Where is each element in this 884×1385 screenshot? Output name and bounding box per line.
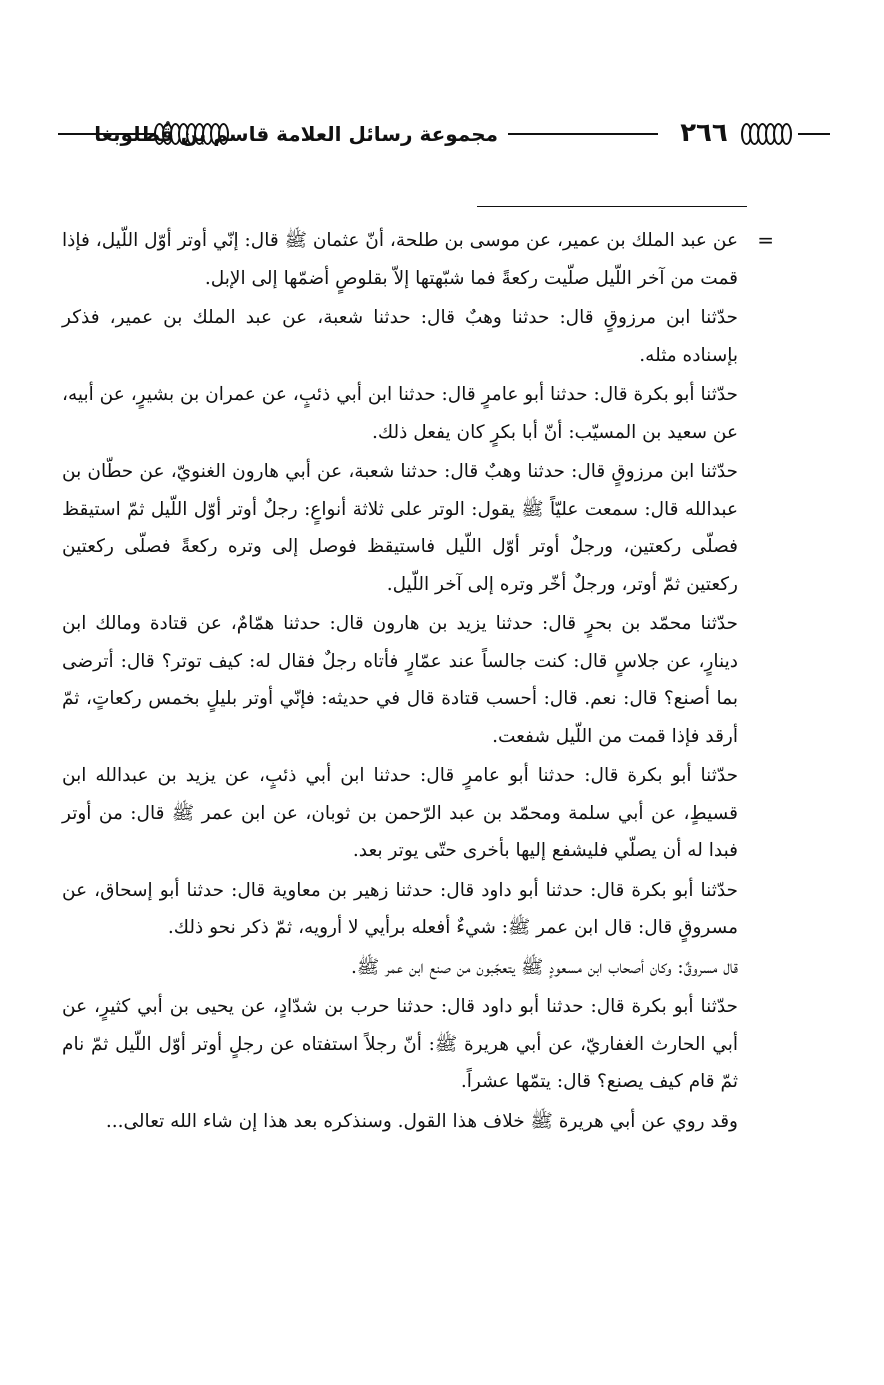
footnote-paragraph: قال مسروقٌ: وكان أصحاب ابن مسعودٍ ﷺ يتعجّبون من صنع ابن عمر ﷺ.: [350, 956, 738, 978]
header-ornament-right-icon: [744, 120, 792, 148]
footnote-paragraph: حدّثنا أبو بكرة قال: حدثنا أبو داود قال: حدثنا حرب بن شدّادٍ، عن يحيى بن أبي كثيرٍ، عن أبي الحارث الغفاريّ، عن أبي هريرة ﷺ: أنّ رجلاً استفتاه عن رجلٍ أوتر أوّل اللّيل ثمّ نام ثمّ قام كيف يصنع؟ قال: يتمّها عشراً.: [62, 996, 738, 1092]
footnote-separator: [477, 206, 747, 207]
footnote-paragraph: حدّثنا ابن مرزوقٍ قال: حدثنا وهبٌ قال: حدثنا شعبة، عن عبد الملك بن عمير، فذكر بإسناده مثله.: [62, 307, 738, 366]
running-header: [58, 112, 830, 156]
page-number: ٢٦٦: [680, 118, 728, 148]
continuation-mark: =: [757, 228, 774, 252]
footnote-paragraph: حدّثنا أبو بكرة قال: حدثنا أبو عامرٍ قال: حدثنا ابن أبي ذئبٍ، عن يزيد بن عبدالله ابن قسيطٍ، عن أبي سلمة ومحمّد بن عبد الرّحمن بن ثوبان، عن ابن عمر ﷺ قال: من أوتر فبدا له أن يصلّي فليشفع إليها بأخرى حتّى يوتر بعد.: [62, 765, 738, 861]
footnote-body: [62, 222, 774, 1142]
footnote-paragraph: حدّثنا ابن مرزوقٍ قال: حدثنا وهبٌ قال: حدثنا شعبة، عن أبي هارون الغنويّ، عن حطّان بن عبدالله قال: سمعت عليّاً ﷺ يقول: الوتر على ثلاثة أنواعٍ: رجلٌ أوتر أوّل اللّيل ثمّ استيقظ فصلّى ركعتين، ورجلٌ أوتر أوّل اللّيل فاستيقظ فوصل إلى وتره ركعةً فصلّى ركعتين ركعتين ثمّ أوتر، ورجلٌ أخّر وتره إلى آخر اللّيل.: [62, 461, 738, 595]
header-rule-middle: [508, 133, 658, 135]
footnote-paragraph: حدّثنا محمّد بن بحرٍ قال: حدثنا يزيد بن هارون قال: حدثنا همّامٌ، عن قتادة ومالك ابن دينارٍ، عن جلاسٍ قال: كنت جالساً عند عمّارٍ فأتاه رجلٌ فقال له: كيف توتر؟ قال: أترضى بما أصنع؟ قال: نعم. قال: أحسب قتادة قال في حديثه: فإنّي أوتر بليلٍ بخمس ركعاتٍ، ثمّ أرقد فإذا قمت من اللّيل شفعت.: [62, 613, 738, 747]
footnote-paragraph: حدّثنا أبو بكرة قال: حدثنا أبو عامرٍ قال: حدثنا ابن أبي ذئبٍ، عن عمران بن بشيرٍ، عن أبيه، عن سعيد بن المسيّب: أنّ أبا بكرٍ كان يفعل ذلك.: [62, 384, 738, 443]
footnote-paragraph: وقد روي عن أبي هريرة ﷺ خلاف هذا القول. وسنذكره بعد هذا إن شاء الله تعالى...: [105, 1110, 738, 1132]
header-rule-right: [798, 133, 830, 135]
footnote-paragraph: حدّثنا أبو بكرة قال: حدثنا أبو داود قال: حدثنا زهير بن معاوية قال: حدثنا أبو إسحاق، عن مسروقٍ قال: قال ابن عمر ﷺ: شيءٌ أفعله برأيي لا أرويه، ثمّ ذكر نحو ذلك.: [62, 879, 738, 938]
footnote-paragraph: عن عبد الملك بن عمير، عن موسى بن طلحة، أنّ عثمان ﷺ قال: إنّي أوتر أوّل اللّيل، فإذا قمت من آخر اللّيل صلّيت ركعةً فما شبّهتها إلاّ بقلوصٍ أضمّها إلى الإبل.: [62, 230, 738, 289]
running-title: مجموعة رسائل العلامة قاسم بن قُطلوبغا: [94, 122, 498, 146]
